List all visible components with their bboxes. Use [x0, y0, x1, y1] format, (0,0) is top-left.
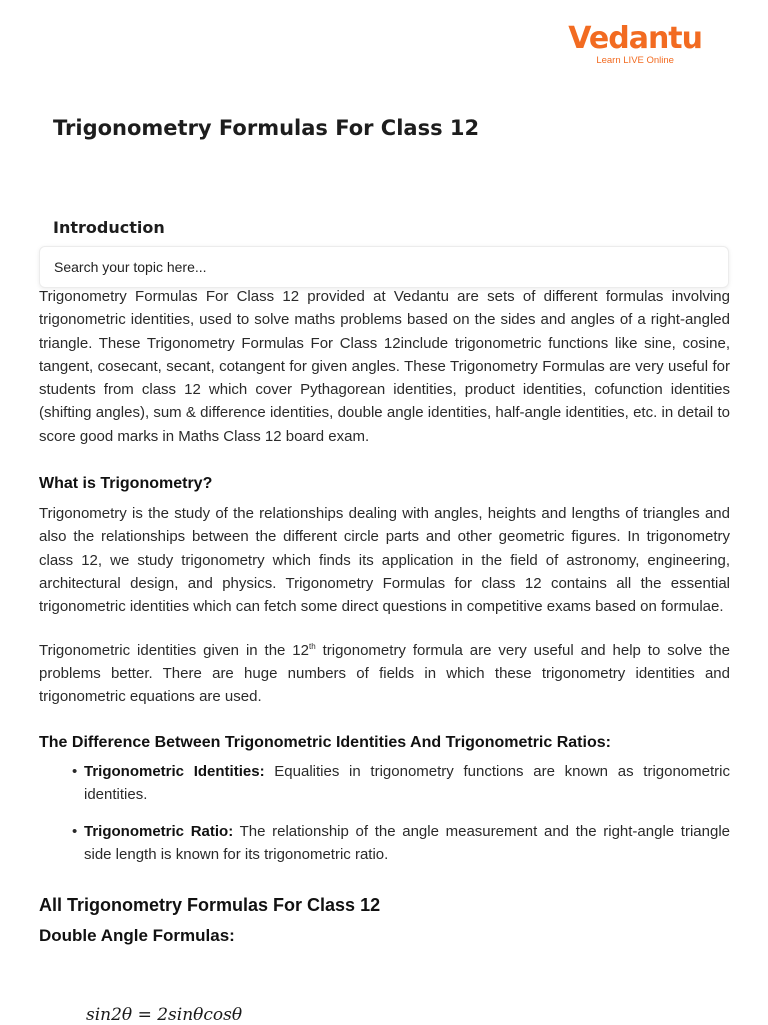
page-title: Trigonometry Formulas For Class 12 — [53, 116, 480, 140]
topic-search-box[interactable] — [39, 246, 729, 288]
logo-tagline: Learn LIVE Online — [596, 55, 674, 66]
all-formulas-heading: All Trigonometry Formulas For Class 12 — [39, 895, 381, 916]
search-input[interactable] — [40, 247, 714, 287]
bullet-icon: • — [72, 823, 78, 841]
list-item — [39, 820, 730, 866]
ordinal-suffix: th — [308, 641, 316, 651]
what-is-trigonometry-heading: What is Trigonometry? — [39, 475, 213, 493]
logo-wordmark: Vedantu — [568, 21, 702, 56]
identities-text-end: trigonometry formula are very useful and help to solve the problems better. There are huge numbers of fields in which these trigonometry identities and trigonometric equations are used. — [39, 641, 730, 706]
double-angle-formula: sin2θ = 2sinθcosθ — [86, 1005, 243, 1025]
list-item-term: Trigonometric Identities: — [84, 763, 265, 781]
what-is-trigonometry-paragraph: Trigonometry is the study of the relationships dealing with angles, heights and lengths of triangles and also the relationships between the different circle parts and other geometric figures. In trigonometry class 12, we study trigonometry which finds its application in the field of astronomy, engineering, architectural design, and physics. Trigonometry Formulas for class 12 contains all the essential trigonometric identities which can fetch some direct questions in competitive exams based on formulae. — [39, 505, 730, 616]
double-angle-heading: Double Angle Formulas: — [39, 926, 235, 946]
list-item — [39, 760, 730, 806]
vedantu-logo[interactable] — [568, 22, 702, 66]
difference-list — [39, 760, 730, 866]
list-item-text: Equalities in trigonometry functions are known as trigonometric identities. — [84, 763, 730, 804]
list-item-text: The relationship of the angle measurement and the right-angle triangle side length is known for its trigonometric ratio. — [84, 823, 730, 864]
identities-paragraph — [39, 639, 730, 709]
bullet-icon: • — [72, 763, 78, 781]
intro-paragraph: Trigonometry Formulas For Class 12 provided at Vedantu are sets of different formulas involving trigonometric identities, used to solve maths problems based on the sides and angles of a right-angled triangle. These Trigonometry Formulas For Class 12include trigonometric functions like sine, cosine, tangent, cosecant, secant, cotangent for given angles. These Trigonometry Formulas are very useful for students from class 12 which cover Pythagorean identities, product identities, cofunction identities (shifting angles), sum & difference identities, double angle identities, half-angle identities, etc. in detail to score good marks in Maths Class 12 board exam. — [39, 288, 730, 445]
difference-heading: The Difference Between Trigonometric Identities And Trigonometric Ratios: — [39, 734, 611, 752]
introduction-heading: Introduction — [53, 218, 165, 237]
list-item-term: Trigonometric Ratio: — [84, 823, 234, 841]
article-content — [39, 285, 730, 946]
identities-text-start: Trigonometric identities given in the 12 — [39, 641, 309, 659]
